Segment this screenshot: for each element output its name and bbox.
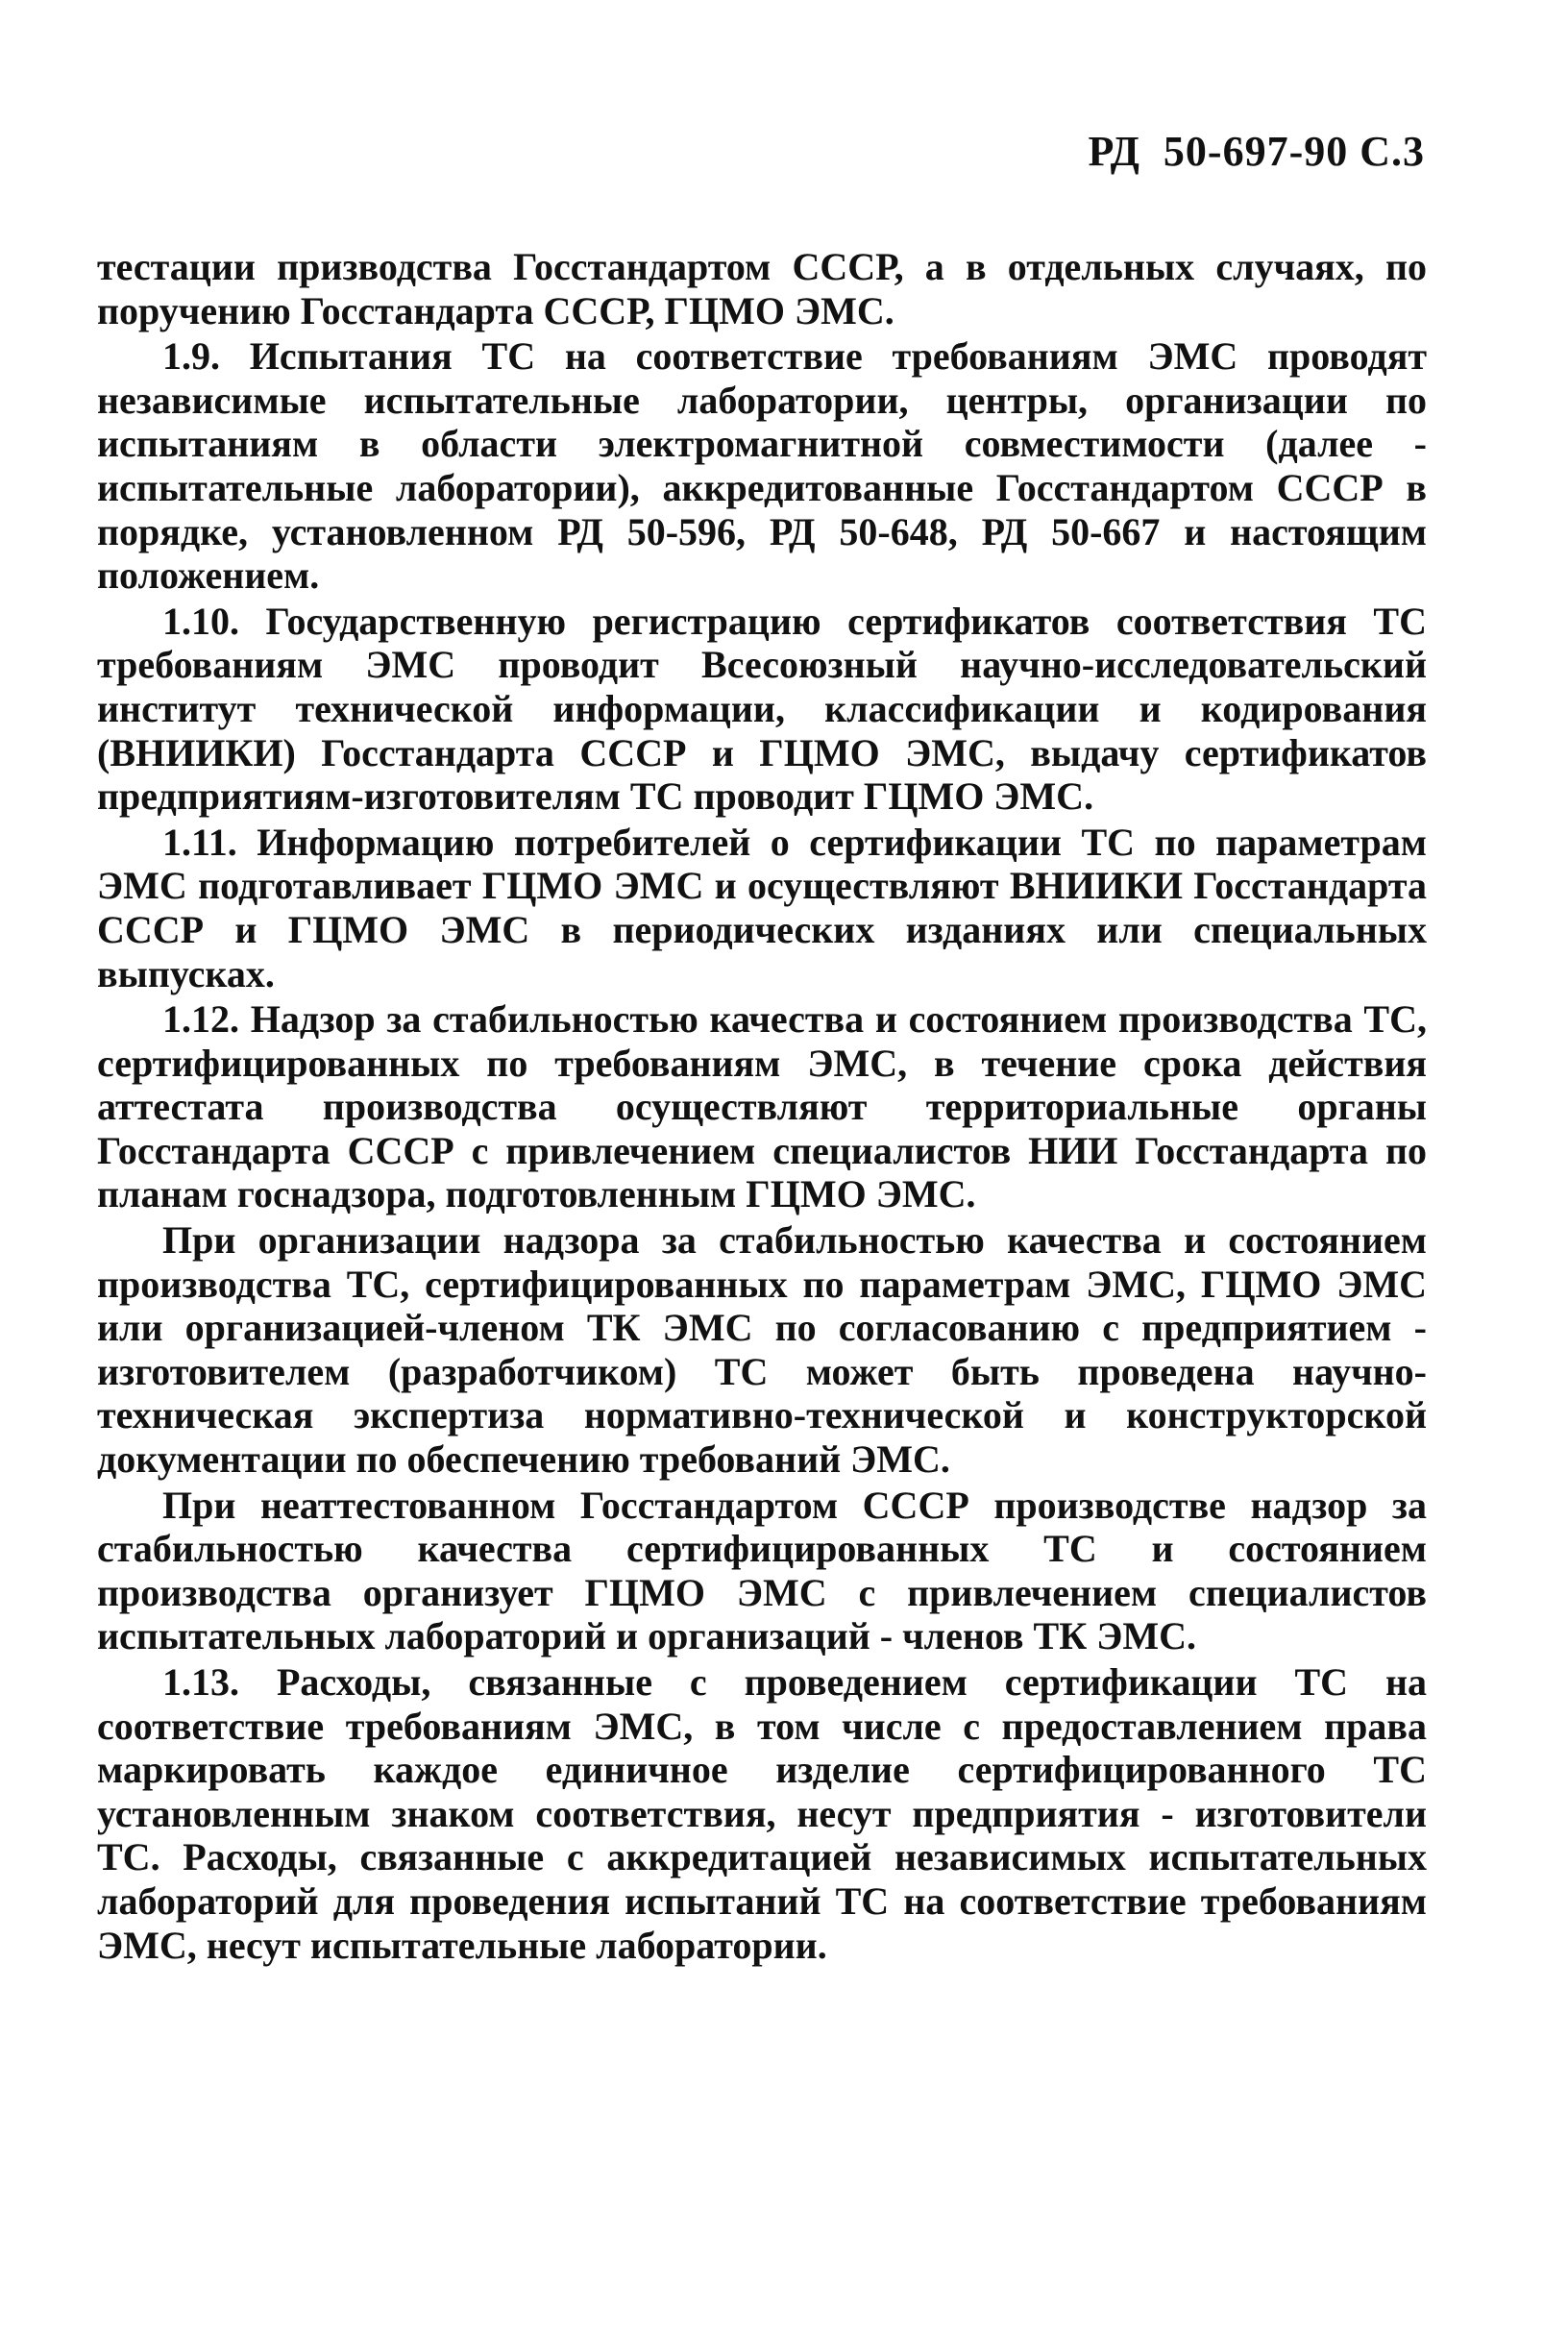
paragraph-1-9: 1.9. Испытания ТС на соответствие требованиям ЭМС проводят независимые испытательные лаборатории, центры, организации по испытаниям в области электромагнитной совместимости (далее - испытательные лаборатории), аккредитованные Госстандартом СССР в порядке, установленном РД 50-596, РД 50-648, РД 50-667 и настоящим положением.	[97, 334, 1427, 598]
paragraph-1-11: 1.11. Информацию потребителей о сертификации ТС по параметрам ЭМС подготавливает ГЦМО ЭМС и осуществляют ВНИИКИ Госстандарта СССР и ГЦМО ЭМС в периодических изданиях или специальных выпусках.	[97, 820, 1427, 995]
document-body	[97, 245, 1427, 1969]
paragraph-supervision-organization: При организации надзора за стабильностью качества и состоянием производства ТС, сертифицированных по параметрам ЭМС, ГЦМО ЭМС или организацией-членом ТК ЭМС по согласованию с предприятием - изготовителем (разработчиком) ТС может быть проведена научно-техническая экспертиза нормативно-технической и конструкторской документации по обеспечению требований ЭМС.	[97, 1218, 1427, 1482]
paragraph-1-13: 1.13. Расходы, связанные с проведением сертификации ТС на соответствие требованиям ЭМС, в том числе с предоставлением права маркировать каждое единичное изделие сертифицированного ТС установленным знаком соответствия, несут предприятия - изготовители ТС. Расходы, связанные с аккредитацией независимых испытательных лабораторий для проведения испытаний ТС на соответствие требованиям ЭМС, несут испытательные лаборатории.	[97, 1660, 1427, 1967]
page-header: РД 50-697-90 С.3	[1088, 128, 1425, 175]
paragraph-1-12: 1.12. Надзор за стабильностью качества и состоянием производства ТС, сертифицированных по требованиям ЭМС, в течение срока действия аттестата производства осуществляют территориальные органы Госстандарта СССР с привлечением специалистов НИИ Госстандарта по планам госнадзора, подготовленным ГЦМО ЭМС.	[97, 997, 1427, 1216]
paragraph-1-10: 1.10. Государственную регистрацию сертификатов соответствия ТС требованиям ЭМС проводит Всесоюзный научно-исследовательский институт технической информации, классификации и кодирования (ВНИИКИ) Госстандарта СССР и ГЦМО ЭМС, выдачу сертификатов предприятиям-изготовителям ТС проводит ГЦМО ЭМС.	[97, 599, 1427, 819]
paragraph-unattested-production: При неаттестованном Госстандартом СССР производстве надзор за стабильностью качества сертифицированных ТС и состоянием производства организует ГЦМО ЭМС с привлечением специалистов испытательных лабораторий и организаций - членов ТК ЭМС.	[97, 1483, 1427, 1658]
paragraph-continuation: тестации призводства Госстандартом СССР, а в отдельных случаях, по поручению Госстандарта СССР, ГЦМО ЭМС.	[97, 245, 1427, 332]
